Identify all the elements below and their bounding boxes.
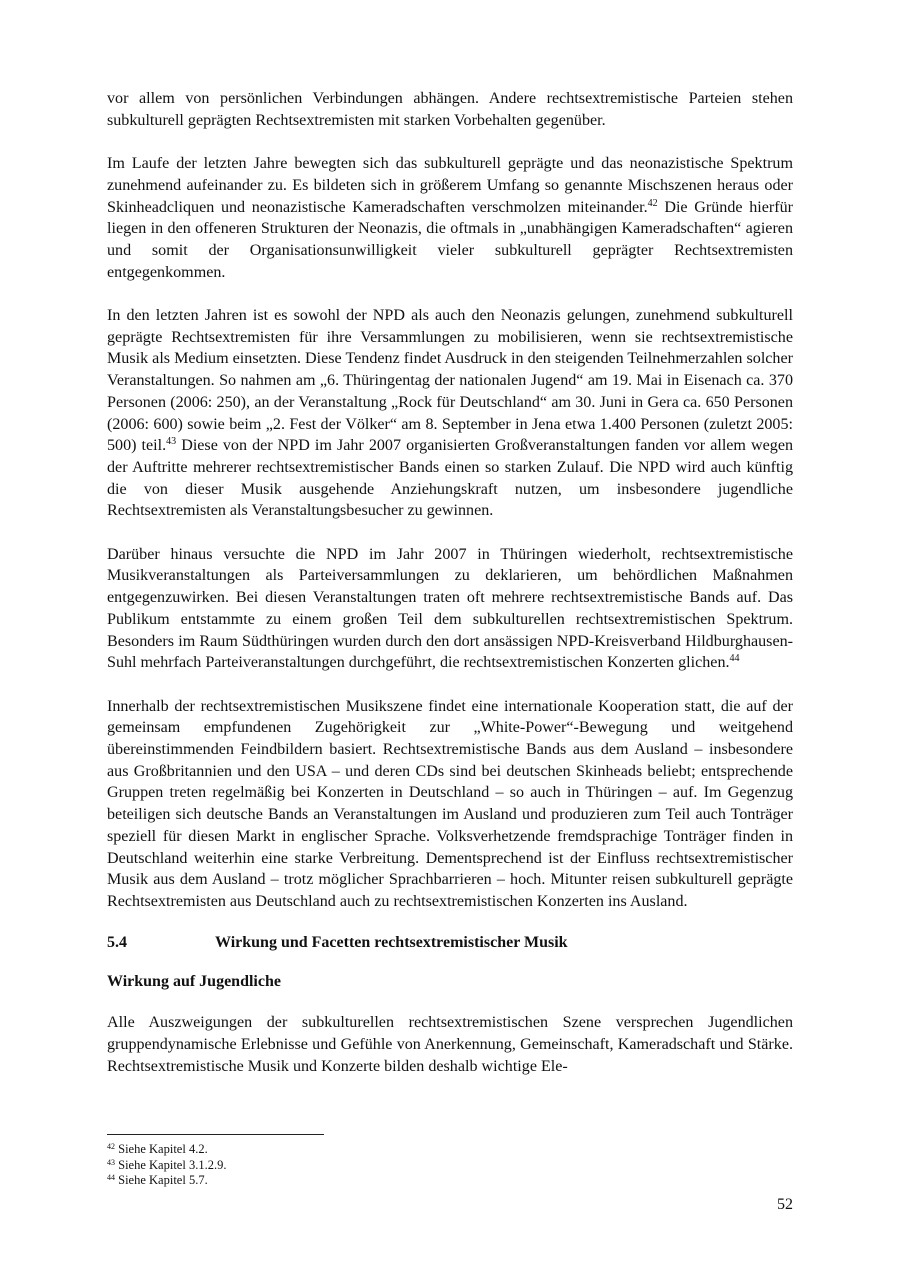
paragraph-text: Darüber hinaus versuchte die NPD im Jahr 2007 in Thüringen wiederholt, rechtsextremistische Musikveranstaltungen als Parteiversammlungen zu deklarieren, um behördlichen Maßnahmen entgegenzuwirken. Bei diesen Veranstaltungen traten oft mehrere rechtsextremistische Bands auf. Das Publikum entstammte zu einem großen Teil dem subkulturellen rechtsextremistischen Spektrum. Besonders im Raum Südthüringen wurden durch den dort ansässigen NPD-Kreisverband Hildburghausen-Suhl mehrfach Parteiveranstaltungen durchgeführt, die rechtsextremistischen Konzerten glichen. [107, 545, 793, 672]
footnote-ref[interactable]: 42 [647, 197, 658, 209]
paragraph-text: Diese von der NPD im Jahr 2007 organisierten Großveranstaltungen fanden vor allem wegen der Auftritte mehrerer rechtsextremistischer Bands einen so starken Zulauf. Die NPD wird auch künftig die von dieser Musik ausgehende Anziehungskraft nutzen, um insbesondere jugendliche Rechtsextremisten als Veranstaltungsbesucher zu gewinnen. [107, 437, 794, 520]
footnote-number: 44 [107, 1173, 115, 1182]
footnote-text: Siehe Kapitel 5.7. [115, 1173, 208, 1187]
footnote-item [107, 1173, 226, 1189]
paragraph-text: vor allem von persönlichen Verbindungen abhängen. Andere rechtsextremistische Parteien stehen subkulturell geprägten Rechtsextremisten mit starken Vorbehalten gegenüber. [107, 90, 793, 129]
paragraph-2 [107, 153, 793, 283]
paragraph-1 [107, 88, 793, 131]
paragraph-4 [107, 544, 793, 674]
page-body [107, 88, 793, 1099]
footnote-number: 43 [107, 1157, 115, 1167]
page-number: 52 [777, 1196, 793, 1213]
footnote-ref[interactable]: 43 [166, 436, 177, 448]
footnotes [107, 1142, 226, 1189]
footnote-number: 42 [107, 1142, 115, 1151]
section-heading [107, 934, 793, 952]
footnote-divider [107, 1134, 324, 1135]
paragraph-3 [107, 305, 793, 522]
paragraph-text: Im Laufe der letzten Jahre bewegten sich das subkulturell geprägte und das neonazistische Spektrum zunehmend aufeinander zu. Es bildeten sich in größerem Umfang so genannte Mischszenen heraus oder Skinheadcliquen und neonazistische Kameradschaften verschmolzen miteinander. [107, 155, 793, 216]
footnote-item [107, 1142, 226, 1158]
footnote-text: Siehe Kapitel 4.2. [115, 1142, 208, 1156]
paragraph-text: Innerhalb der rechtsextremistischen Musikszene findet eine internationale Kooperation statt, die auf der gemeinsam empfundenen Zugehörigkeit zur „White-Power“-Bewegung und weitgehend übereinstimmenden Feindbildern basiert. Rechtsextremistische Bands aus dem Ausland – insbesondere aus Großbritannien und den USA – und deren CDs sind bei deutschen Skinheads beliebt; entsprechende Gruppen treten regelmäßig bei Konzerten in Deutschland – so auch in Thüringen – auf. Im Gegenzug beteiligen sich deutsche Bands an Veranstaltungen im Ausland und produzieren zum Teil auch Tonträger speziell für diesen Markt in englischer Sprache. Volksverhetzende fremdsprachige Tonträger finden in Deutschland weiterhin eine starke Verbreitung. Dementsprechend ist der Einfluss rechtsextremistischer Musik aus dem Ausland – trotz möglicher Sprachbarrieren – hoch. Mitunter reisen subkulturell geprägte Rechtsextremisten aus Deutschland auch zu rechtsextremistischen Konzerten ins Ausland. [107, 697, 793, 910]
paragraph-text: In den letzten Jahren ist es sowohl der NPD als auch den Neonazis gelungen, zunehmend subkulturell geprägte Rechtsextremisten für ihre Versammlungen zu mobilisieren, wenn sie rechtsextremistische Musik als Medium einsetzten. Diese Tendenz findet Ausdruck in den steigenden Teilnehmerzahlen solcher Veranstaltungen. So nahmen am „6. Thüringentag der nationalen Jugend“ am 19. Mai in Eisenach ca. 370 Personen (2006: 250), an der Veranstaltung „Rock für Deutschland“ am 30. Juni in Gera ca. 650 Personen (2006: 600) sowie beim „2. Fest der Völker“ am 8. September in Jena etwa 1.400 Personen (zuletzt 2005: 500) teil. [107, 307, 793, 455]
footnote-item [107, 1158, 226, 1174]
paragraph-text: Die Gründe hierfür liegen in den offeneren Strukturen der Neonazis, die oftmals in „unabhängigen Kameradschaften“ agieren und somit der Organisationsunwilligkeit vieler subkulturell geprägter Rechtsextremisten entgegenkommen. [107, 198, 793, 281]
paragraph-6 [107, 1012, 793, 1077]
paragraph-5 [107, 696, 793, 913]
subheading: Wirkung auf Jugendliche [107, 973, 281, 991]
section-title: Wirkung und Facetten rechtsextremistischer Musik [215, 934, 568, 952]
paragraph-text: Alle Auszweigungen der subkulturellen rechtsextremistischen Szene versprechen Jugendlichen gruppendynamische Erlebnisse und Gefühle von Anerkennung, Gemeinschaft, Kameradschaft und Stärke. Rechtsextremistische Musik und Konzerte bilden deshalb wichtige Ele- [107, 1014, 793, 1075]
footnote-ref[interactable]: 44 [729, 653, 740, 665]
section-number: 5.4 [107, 934, 127, 952]
footnote-text: Siehe Kapitel 3.1.2.9. [115, 1157, 227, 1172]
